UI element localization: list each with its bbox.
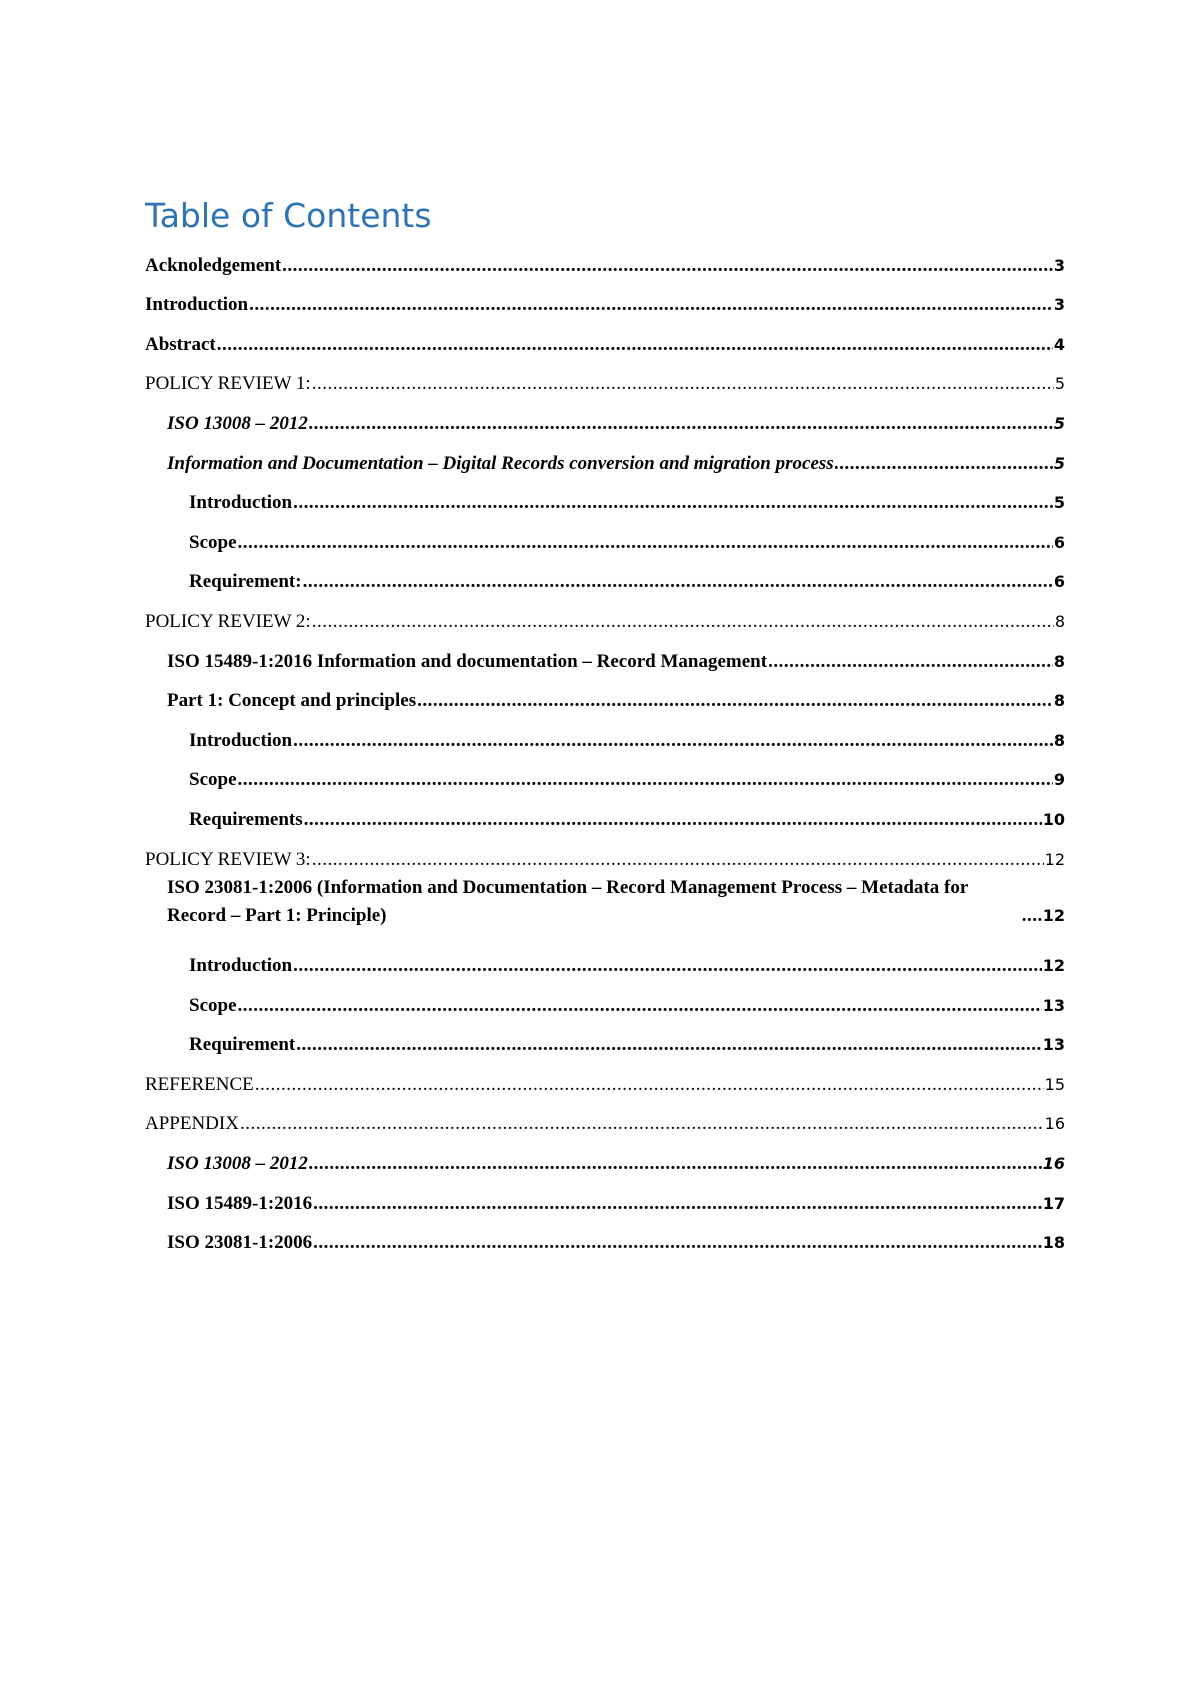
toc-entry[interactable] xyxy=(145,1218,1065,1258)
toc-entry-label: Acknoledgement xyxy=(145,254,282,276)
toc-leader xyxy=(296,1031,1041,1059)
toc-page-number: 10 xyxy=(1042,809,1065,829)
toc-entry-label: Introduction xyxy=(189,492,293,514)
toc-entry[interactable] xyxy=(145,874,1065,941)
toc-entry[interactable] xyxy=(145,1099,1065,1139)
toc-leader xyxy=(238,529,1053,557)
toc-leader xyxy=(282,252,1053,280)
toc-entry[interactable] xyxy=(145,359,1065,399)
toc-entry-label: Requirement: xyxy=(189,571,302,593)
toc-leader xyxy=(293,952,1042,980)
toc-page-number: 3 xyxy=(1053,295,1065,315)
toc-leader xyxy=(313,1229,1042,1257)
toc-page-number: 17 xyxy=(1042,1193,1065,1213)
toc-entry[interactable] xyxy=(145,240,1065,280)
toc-entry[interactable] xyxy=(145,517,1065,557)
toc-entry-label: REFERENCE xyxy=(145,1073,254,1095)
toc-page-number: 6 xyxy=(1053,572,1065,592)
toc-page-number: 15 xyxy=(1044,1074,1065,1094)
toc-entry-label: POLICY REVIEW 1: xyxy=(145,373,311,395)
toc-leader xyxy=(304,806,1042,834)
toc-page-number: 12 xyxy=(1042,905,1065,925)
toc-page-number: 4 xyxy=(1053,334,1065,354)
toc-entry-label: Part 1: Concept and principles xyxy=(167,690,417,712)
toc-title: Table of Contents xyxy=(145,196,432,235)
toc-entry[interactable] xyxy=(145,478,1065,518)
toc-page-number: 18 xyxy=(1042,1233,1065,1253)
toc-page-number: 16 xyxy=(1044,1114,1065,1134)
toc-page-number: 12 xyxy=(1042,956,1065,976)
toc-page-number: 9 xyxy=(1053,770,1065,790)
toc-entry[interactable] xyxy=(145,1138,1065,1178)
toc-leader xyxy=(835,450,1053,478)
toc-leader xyxy=(417,687,1053,715)
toc-page-number: 8 xyxy=(1053,730,1065,750)
toc-leader xyxy=(249,291,1053,319)
toc-page-number: 5 xyxy=(1053,493,1065,513)
toc-entry[interactable] xyxy=(145,755,1065,795)
toc-entry-label: ISO 13008 – 2012 xyxy=(167,1153,308,1175)
toc-entry[interactable] xyxy=(145,834,1065,874)
toc-leader xyxy=(309,1150,1042,1178)
toc-entry[interactable] xyxy=(145,794,1065,834)
toc-entry[interactable] xyxy=(145,941,1065,981)
toc-entry[interactable] xyxy=(145,636,1065,676)
toc-entry[interactable] xyxy=(145,676,1065,716)
toc-entry[interactable] xyxy=(145,715,1065,755)
toc-entry[interactable] xyxy=(145,1020,1065,1060)
toc-entry[interactable] xyxy=(145,557,1065,597)
toc-page-number: 13 xyxy=(1042,995,1065,1015)
toc-page-number: 5 xyxy=(1054,374,1065,394)
toc-leader xyxy=(1022,902,1042,930)
toc-entry-label: POLICY REVIEW 2: xyxy=(145,610,311,632)
toc-leader xyxy=(293,489,1053,517)
table-of-contents xyxy=(145,196,1065,1257)
toc-leader xyxy=(312,370,1054,398)
toc-entry-label: Scope xyxy=(189,994,237,1016)
toc-entry-label: Introduction xyxy=(189,955,293,977)
toc-entry[interactable] xyxy=(145,980,1065,1020)
toc-page-number: 8 xyxy=(1053,691,1065,711)
toc-entry-label: ISO 23081-1:2006 (Information and Documentation – Record Management Process – Metadata for Record – Part 1: Principle) xyxy=(167,876,968,926)
toc-entry-label: Information and Documentation – Digital Records conversion and migration process xyxy=(167,452,834,474)
toc-entry-label: Scope xyxy=(189,531,237,553)
toc-page-number: 3 xyxy=(1053,255,1065,275)
toc-leader xyxy=(217,331,1053,359)
toc-leader xyxy=(238,766,1053,794)
toc-entry-label: Introduction xyxy=(145,294,249,316)
toc-entry-label: ISO 13008 – 2012 xyxy=(167,412,308,434)
toc-entry[interactable] xyxy=(145,438,1065,478)
toc-entry[interactable] xyxy=(145,319,1065,359)
toc-page-number: 13 xyxy=(1042,1035,1065,1055)
toc-page-number: 12 xyxy=(1044,849,1065,869)
toc-leader xyxy=(768,648,1053,676)
toc-leader xyxy=(309,410,1053,438)
toc-page-number: 8 xyxy=(1053,651,1065,671)
toc-page-number: 8 xyxy=(1054,611,1065,631)
toc-entry-label: Introduction xyxy=(189,729,293,751)
toc-page-number: 6 xyxy=(1053,532,1065,552)
toc-leader xyxy=(240,1110,1044,1138)
toc-page-number: 16 xyxy=(1042,1154,1065,1174)
toc-entry-label: Requirement xyxy=(189,1034,296,1056)
toc-leader xyxy=(312,846,1044,874)
toc-entry-label: POLICY REVIEW 3: xyxy=(145,848,311,870)
toc-entry-label: ISO 23081-1:2006 xyxy=(167,1232,313,1254)
toc-entry-label: ISO 15489-1:2016 xyxy=(167,1192,313,1214)
toc-leader xyxy=(255,1071,1044,1099)
toc-entry-label: Abstract xyxy=(145,333,216,355)
toc-leader xyxy=(313,1190,1042,1218)
toc-leader xyxy=(238,992,1042,1020)
toc-entry[interactable] xyxy=(145,1059,1065,1099)
toc-entry[interactable] xyxy=(145,596,1065,636)
toc-entry-label: Requirements xyxy=(189,808,303,830)
toc-page-number: 5 xyxy=(1053,453,1065,473)
toc-leader xyxy=(312,608,1054,636)
toc-leader xyxy=(293,727,1053,755)
toc-entry[interactable] xyxy=(145,1178,1065,1218)
toc-page-number: 5 xyxy=(1053,413,1065,433)
toc-leader xyxy=(303,568,1053,596)
toc-entry-label: ISO 15489-1:2016 Information and documentation – Record Management xyxy=(167,650,768,672)
toc-entry[interactable] xyxy=(145,280,1065,320)
toc-entry-label: APPENDIX xyxy=(145,1113,239,1135)
toc-entry[interactable] xyxy=(145,398,1065,438)
toc-entry-label: Scope xyxy=(189,769,237,791)
